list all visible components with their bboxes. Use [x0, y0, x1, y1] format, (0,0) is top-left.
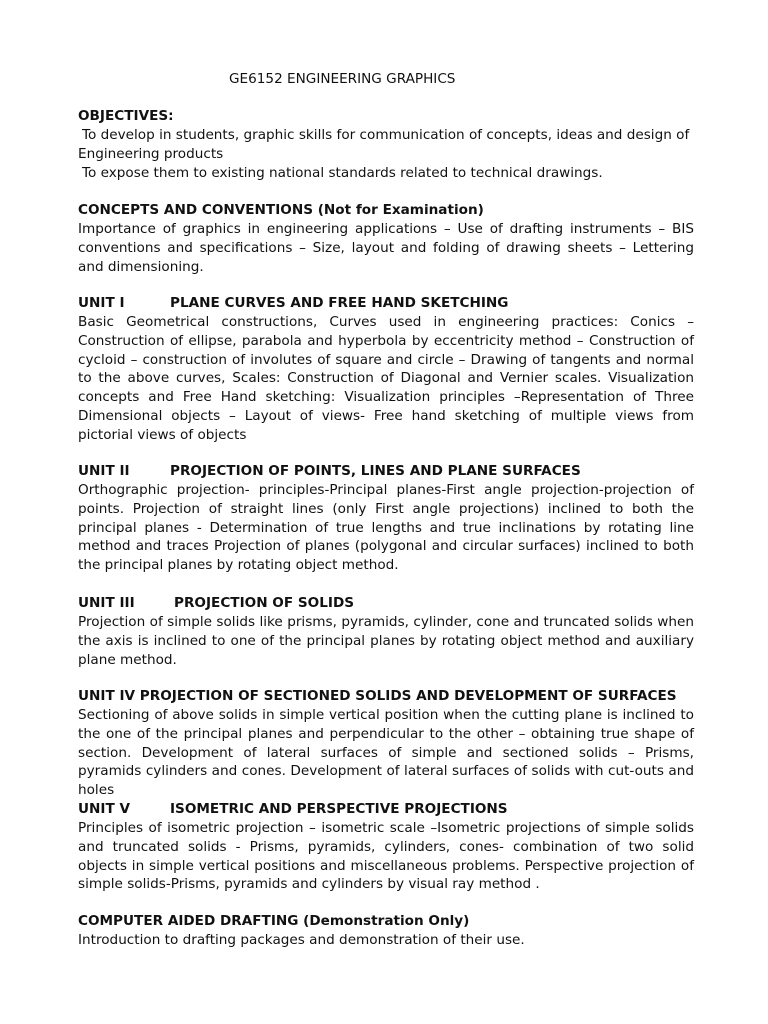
objectives-section	[78, 107, 694, 182]
objective-line-continued: Engineering products	[78, 145, 224, 162]
objective-line: To develop in students, graphic skills for communication of concepts, ideas and design of	[82, 127, 690, 143]
unit-section-2	[78, 462, 694, 575]
unit-body: Orthographic projection- principles-Principal planes-First angle projection-projection of points. Projection of straight lines (only First angle projections) inclined to both the principal planes - Determination of true lengths and true inclinations by rotating line method and traces Projection of planes (polygonal and circular surfaces) inclined to both the principal planes by rotating object method.	[78, 482, 694, 574]
unit-section-1	[78, 294, 694, 445]
unit-heading	[78, 687, 694, 706]
objective-item	[78, 126, 694, 164]
objective-line: To expose them to existing national standards related to technical drawings.	[82, 164, 603, 181]
unit-section-5	[78, 800, 694, 894]
unit-title: PROJECTION OF POINTS, LINES AND PLANE SURFACES	[170, 463, 581, 479]
unit-heading	[78, 800, 694, 819]
unit-number: UNIT V	[78, 801, 130, 817]
cad-heading: COMPUTER AIDED DRAFTING (Demonstration Only)	[78, 913, 470, 929]
concepts-body: Importance of graphics in engineering applications – Use of drafting instruments – BIS conventions and specifications – Size, layout and folding of drawing sheets – Lettering and dimensioning.	[78, 221, 694, 275]
concepts-heading: CONCEPTS AND CONVENTIONS (Not for Examination)	[78, 202, 484, 218]
unit-heading	[78, 594, 694, 613]
cad-section	[78, 912, 694, 950]
unit-body: Principles of isometric projection – isometric scale –Isometric projections of simple solids and truncated solids - Prisms, pyramids, cylinders, cones- combination of two solid objects in simple vertical positions and miscellaneous problems. Perspective projection of simple solids-Prisms, pyramids and cylinders by visual ray method .	[78, 820, 694, 893]
unit-number: UNIT IV	[78, 688, 136, 704]
unit-title: PROJECTION OF SECTIONED SOLIDS AND DEVELOPMENT OF SURFACES	[139, 688, 677, 704]
unit-number: UNIT III	[78, 595, 135, 611]
objective-item	[78, 164, 694, 183]
document-title: GE6152 ENGINEERING GRAPHICS	[229, 71, 456, 87]
unit-section-3	[78, 594, 694, 669]
unit-number: UNIT I	[78, 295, 125, 311]
unit-heading	[78, 462, 694, 481]
unit-title: PROJECTION OF SOLIDS	[174, 595, 355, 611]
unit-title: PLANE CURVES AND FREE HAND SKETCHING	[170, 295, 509, 311]
unit-number: UNIT II	[78, 463, 130, 479]
objectives-heading: OBJECTIVES:	[78, 108, 174, 124]
unit-body: Basic Geometrical constructions, Curves used in engineering practices: Conics – Construction of ellipse, parabola and hyperbola by eccentricity method – Construction of cycloid – construction of involutes of square and circle – Drawing of tangents and normal to the above curves, Scales: Construction of Diagonal and Vernier scales. Visualization concepts and Free Hand sketching: Visualization principles –Representation of Three Dimensional objects – Layout of views- Free hand sketching of multiple views from pictorial views of objects	[78, 314, 694, 443]
concepts-section	[78, 201, 694, 276]
cad-body: Introduction to drafting packages and demonstration of their use.	[78, 932, 525, 948]
unit-section-4	[78, 687, 694, 800]
unit-body: Sectioning of above solids in simple vertical position when the cutting plane is inclined to the one of the principal planes and perpendicular to the other – obtaining true shape of section. Development of lateral surfaces of simple and sectioned solids – Prisms, pyramids cylinders and cones. Development of lateral surfaces of solids with cut-outs and holes	[78, 707, 694, 799]
unit-title: ISOMETRIC AND PERSPECTIVE PROJECTIONS	[170, 801, 508, 817]
unit-body: Projection of simple solids like prisms, pyramids, cylinder, cone and truncated solids when the axis is inclined to one of the principal planes by rotating object method and auxiliary plane method.	[78, 614, 694, 668]
unit-heading	[78, 294, 694, 313]
